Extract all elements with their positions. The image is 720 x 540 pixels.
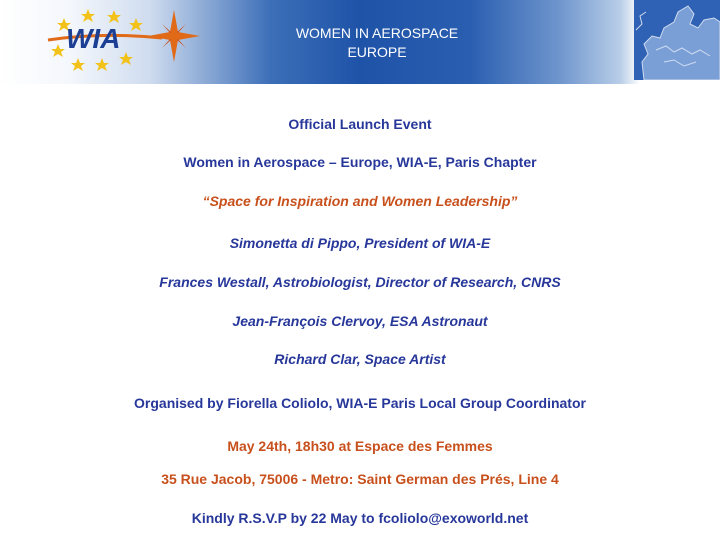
header-title	[250, 24, 504, 62]
event-title: Official Launch Event	[288, 116, 432, 132]
wia-logo	[44, 6, 204, 72]
europe-map-svg	[634, 0, 720, 80]
event-theme: “Space for Inspiration and Women Leadership”	[202, 193, 518, 209]
rsvp-line: Kindly R.S.V.P by 22 May to fcoliolo@exoworld.net	[191, 510, 529, 526]
logo-text: WIA	[66, 23, 121, 54]
speaker-4: Richard Clar, Space Artist	[274, 351, 446, 367]
address-line: 35 Rue Jacob, 75006 - Metro: Saint German des Prés, Line 4	[161, 471, 559, 487]
europe-map-graphic	[634, 0, 720, 80]
speaker-3: Jean-François Clervoy, ESA Astronaut	[232, 313, 488, 329]
header-title-line1: WOMEN IN AEROSPACE	[295, 25, 459, 41]
speaker-2: Frances Westall, Astrobiologist, Director of Research, CNRS	[159, 274, 561, 290]
header-title-line2: EUROPE	[347, 44, 407, 60]
organiser-line: Organised by Fiorella Coliolo, WIA-E Paris Local Group Coordinator	[134, 395, 586, 411]
chapter-line: Women in Aerospace – Europe, WIA-E, Paris Chapter	[183, 154, 537, 170]
wia-logo-graphic	[44, 6, 204, 72]
speaker-1: Simonetta di Pippo, President of WIA-E	[229, 235, 491, 251]
header-banner	[0, 0, 720, 84]
date-time-line: May 24th, 18h30 at Espace des Femmes	[227, 438, 493, 454]
